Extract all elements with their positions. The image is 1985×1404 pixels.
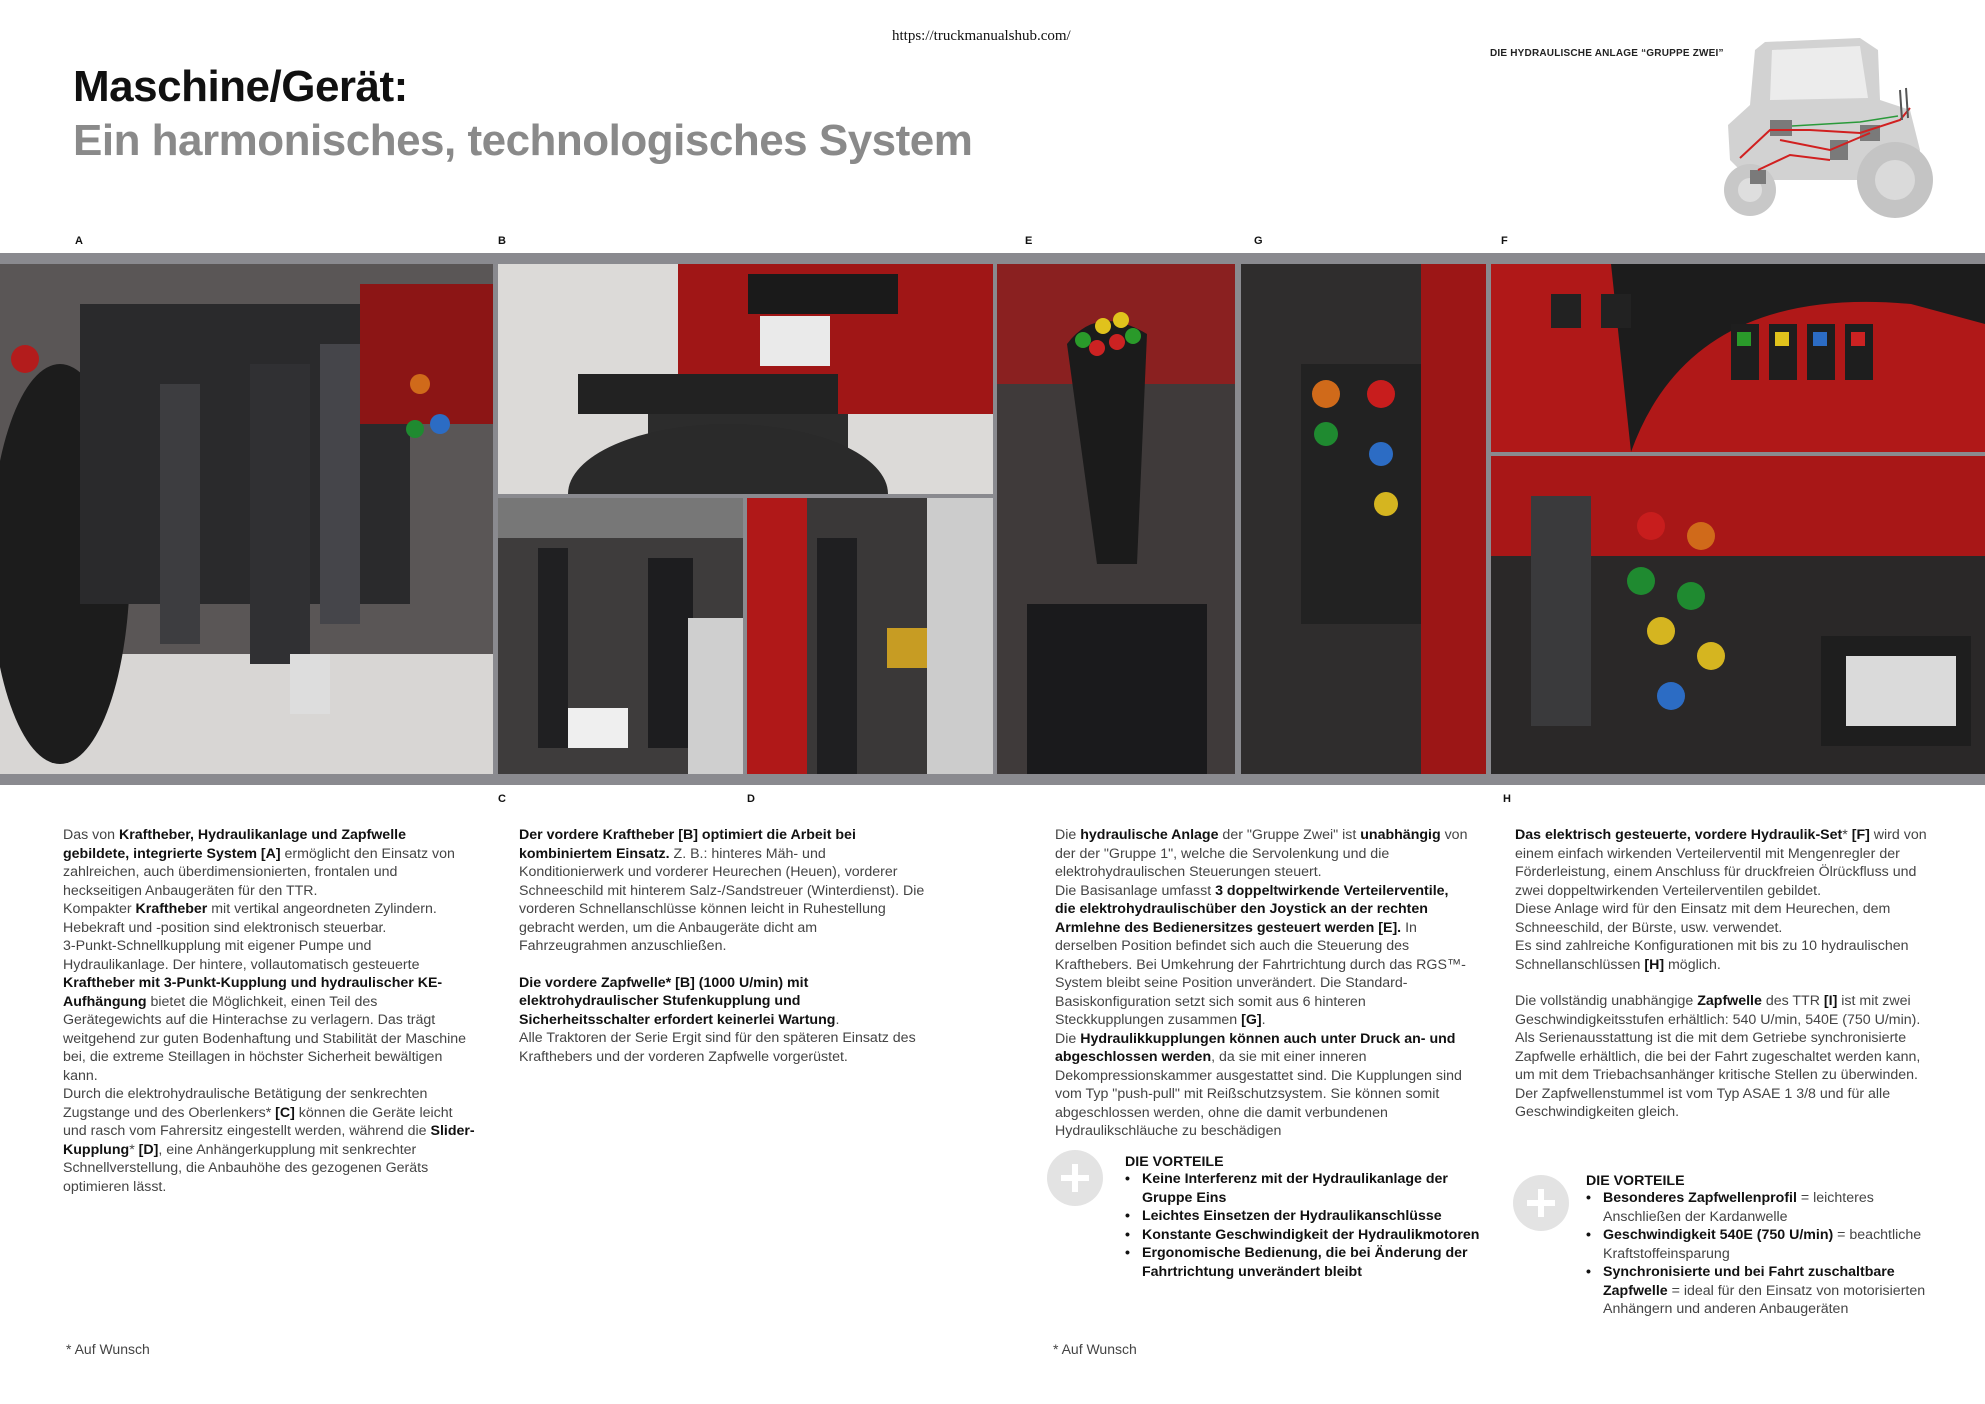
advantages-list: [1586, 1189, 1936, 1319]
text-run: Leichtes Einsetzen der Hydraulikanschlüsse: [1142, 1208, 1442, 1224]
photo-label-d: D: [747, 793, 755, 805]
paragraph-gap: [519, 956, 929, 974]
text-run: Geschwindigkeit 540E (750 U/min): [1603, 1227, 1834, 1243]
text-run: wird von einem einfach wirkenden Verteilerventil mit Mengenregler der Förderleistung, einem Anschluss für druckfreien Ölrückfluss und zwei doppeltwirkenden Verteilerventilen gebildet.: [1515, 827, 1927, 899]
text-run: Ergonomische Bedienung, die bei Änderung der Fahrtrichtung unverändert bleibt: [1142, 1245, 1468, 1280]
text-run: Z. B.: hinteres Mäh- und Konditionierwerk und vorderer Heurechen (Heuen), vorderer Schneeschild mit hinterem Salz-/Sandstreuer (Winterdienst). Die vorderen Schnellanschlüsse können leicht in Ruhestellung gebracht werden, um die Anbaugeräte dicht am Fahrzeugrahmen anzuschließen.: [519, 845, 925, 954]
photo-g-rear-couplings: [1241, 264, 1486, 774]
text-run: *: [129, 1141, 139, 1158]
text-run: In derselben Position befindet sich auch die Steuerung des Krafthebers. Bei Umkehrung der Fahrtrichtung durch das RGS™-System bleibt seine Position unverändert. Die Standard-Basiskonfiguration setzt sich somit aus 6 hinteren Steckkupplungen zusammen: [1055, 919, 1466, 1028]
photo-label-a: A: [75, 235, 83, 247]
photo-label-c: C: [498, 793, 506, 805]
paragraph: [519, 974, 929, 1030]
text-run: bietet die Möglichkeit, einen Teil des Gerätegewichts auf die Hinterachse zu verlagern. Das trägt weitgehend zur guten Bodenhaftung und Stabilität der Maschine bei, die extreme Steillagen in höchster Sicherheit bewältigen kann.: [63, 993, 467, 1084]
text-run: möglich.: [1664, 956, 1721, 973]
text-run: = beachtliche Kraftstoffeinsparung: [1603, 1227, 1922, 1262]
advantages-box-pto: [1586, 1173, 1936, 1319]
text-run: Kraftheber, Hydraulikanlage und Zapfwelle gebildete, integrierte System [A]: [63, 827, 406, 862]
text-run: Diese Anlage wird für den Einsatz mit dem Heurechen, dem Schneeschild, der Bürste, usw. verwendet.: [1515, 901, 1891, 936]
text-run: [D]: [138, 1141, 159, 1158]
text-run: Durch die elektrohydraulische Betätigung der senkrechten Zugstange und des Oberlenkers*: [63, 1086, 428, 1121]
text-run: Synchronisierte und bei Fahrt zuschaltbare Zapfwelle: [1603, 1264, 1895, 1299]
text-run: Es sind zahlreiche Konfigurationen mit bis zu 10 hydraulischen Schnellanschlüssen: [1515, 938, 1909, 973]
photo-b-front-lift: [498, 264, 993, 494]
photo-d-slider-hitch: [747, 498, 993, 774]
text-run: der "Gruppe Zwei" ist: [1218, 827, 1361, 843]
text-run: [F]: [1851, 827, 1870, 843]
text-run: [C]: [275, 1104, 295, 1121]
text-run: Alle Traktoren der Serie Ergit sind für den späteren Einsatz des Krafthebers und der vorderen Zapfwelle vorgerüstet.: [519, 1030, 916, 1065]
text-run: mit vertikal angeordneten Zylindern.: [207, 901, 437, 917]
paragraph: [63, 826, 475, 900]
text-run: Die Basisanlage umfasst: [1055, 882, 1216, 899]
advantages-list: [1125, 1170, 1485, 1281]
paragraph: [63, 919, 475, 938]
text-column-3: [1055, 826, 1471, 1141]
paragraph: [1515, 826, 1935, 900]
paragraph: [1515, 937, 1935, 974]
text-run: Der vordere Kraftheber [B] optimiert die Arbeit bei kombiniertem Einsatz.: [519, 827, 856, 862]
text-column-4: [1515, 826, 1935, 1122]
text-run: [I]: [1823, 993, 1838, 1009]
text-run: Das von: [63, 827, 119, 843]
advantage-item: [1142, 1170, 1485, 1207]
page-title: Maschine/Gerät:: [73, 62, 408, 111]
text-run: Das elektrisch gesteuerte, vordere Hydraulik-Set: [1515, 827, 1843, 843]
paragraph: [1055, 882, 1471, 1030]
photo-label-e: E: [1025, 235, 1033, 247]
text-run: , eine Anhängerkupplung mit senkrechter Schnellverstellung, die Anbauhöhe des gezogenen Geräts optimieren lässt.: [63, 1141, 429, 1195]
text-run: ermöglicht den Einsatz von zahlreichen, auch überdimensionierten, frontalen und heckseitigen Anbaugeräten für den TTR.: [63, 845, 455, 899]
advantage-item: [1603, 1226, 1936, 1263]
source-url: https://truckmanualshub.com/: [892, 28, 1071, 44]
text-run: Hebekraft und -position sind elektronisch steuerbar.: [63, 919, 387, 936]
paragraph: [63, 1085, 475, 1196]
text-run: ist mit zwei Geschwindigkeitsstufen erhältlich: 540 U/min, 540E (750 U/min).: [1515, 993, 1921, 1028]
text-run: Kompakter: [63, 901, 136, 917]
advantage-item: [1603, 1189, 1936, 1226]
plus-icon: [1047, 1150, 1103, 1206]
text-run: Die vollständig unabhängige: [1515, 993, 1698, 1009]
advantage-item: [1142, 1226, 1485, 1245]
paragraph: [63, 937, 475, 1085]
photo-label-f: F: [1501, 235, 1508, 247]
text-run: des TTR: [1761, 993, 1824, 1009]
text-run: 3-Punkt-Schnellkupplung mit eigener Pumpe und Hydraulikanlage. Der hintere, vollautomatisch gesteuerte: [63, 938, 420, 973]
text-run: Hydraulikkupplungen können auch unter Druck an- und abgeschlossen werden: [1055, 1030, 1456, 1065]
paragraph: [63, 900, 475, 919]
text-column-1: [63, 826, 475, 1196]
paragraph: [1515, 1029, 1935, 1122]
paragraph: [519, 1029, 929, 1066]
text-run: Keine Interferenz mit der Hydraulikanlage der Gruppe Eins: [1142, 1171, 1448, 1206]
text-run: *: [1842, 827, 1852, 843]
advantages-title: DIE VORTEILE: [1586, 1173, 1685, 1189]
text-run: .: [1261, 1012, 1266, 1028]
text-run: [H]: [1644, 956, 1665, 973]
text-run: Kraftheber: [135, 901, 208, 917]
plus-icon: [1513, 1175, 1569, 1231]
photo-label-b: B: [498, 235, 506, 247]
text-run: können die Geräte leicht und rasch vom Fahrersitz eingestellt werden, während die: [63, 1104, 453, 1139]
paragraph: [1055, 1030, 1471, 1141]
advantage-item: [1142, 1207, 1485, 1226]
text-run: Slider-Kupplung: [63, 1123, 475, 1158]
photo-h-front-hydraulics: [1491, 456, 1985, 774]
photo-f-switch-panel: [1491, 264, 1985, 452]
advantages-box-hydraulics: [1125, 1154, 1485, 1281]
text-run: hydraulische Anlage: [1080, 827, 1219, 843]
text-run: = leichteres Anschließen der Kardanwelle: [1603, 1190, 1874, 1225]
text-run: von der der "Gruppe 1", welche die Servolenkung und die elektrohydraulischen Steuerungen steuert.: [1055, 827, 1468, 880]
text-run: [G]: [1241, 1012, 1262, 1028]
paragraph: [519, 826, 929, 956]
text-run: 3 doppeltwirkende Verteilerventile, die elektrohydraulischüber den Joystick an der rechten Armlehne des Bedienersitzes gesteuert werden [E].: [1055, 882, 1449, 936]
footnote: * Auf Wunsch: [66, 1341, 150, 1357]
advantage-item: [1142, 1244, 1485, 1281]
text-run: , da sie mit einer inneren Dekompressionskammer ausgestattet sind. Die Kupplungen sind vom Typ "push-pull" mit Reißschutzsystem. Sie können somit abgeschlossen werden, ohne die damit verbundenen Hydraulikschläuche zu beschädigen: [1055, 1049, 1462, 1139]
text-run: Die: [1055, 827, 1081, 843]
page-subtitle: Ein harmonisches, technologisches System: [73, 116, 973, 165]
photo-label-h: H: [1503, 793, 1511, 805]
paragraph: [1515, 900, 1935, 937]
paragraph: [1515, 992, 1935, 1029]
advantage-item: [1603, 1263, 1936, 1319]
photo-e-joystick: [997, 264, 1235, 774]
paragraph: [1055, 826, 1471, 882]
text-run: Besonderes Zapfwellenprofil: [1603, 1190, 1797, 1206]
tractor-diagram: [1710, 30, 1935, 230]
text-run: Als Serienausstattung ist die mit dem Getriebe synchronisierte Zapfwelle erhältlich, die bei der Fahrt zugeschaltet werden kann, um mit dem Triebachsanhänger kritische Stellen zu überwinden. Der Zapfwellenstummel ist vom Typ ASAE 1 3/8 und für alle Geschwindigkeiten gleich.: [1515, 1030, 1921, 1120]
text-run: Kraftheber mit 3-Punkt-Kupplung und hydraulischer KE-Aufhängung: [63, 975, 443, 1010]
photo-c-top-link: [498, 498, 743, 774]
text-run: .: [835, 1011, 840, 1028]
text-column-2: [519, 826, 929, 1066]
paragraph-gap: [1515, 974, 1935, 992]
text-run: unabhängig: [1360, 827, 1441, 843]
advantages-title: DIE VORTEILE: [1125, 1154, 1224, 1170]
section-label: DIE HYDRAULISCHE ANLAGE “GRUPPE ZWEI”: [1490, 48, 1724, 59]
text-run: Zapfwelle: [1697, 993, 1762, 1009]
text-run: Die vordere Zapfwelle* [B] (1000 U/min) mit elektrohydraulischer Stufenkupplung und Sicherheitsschalter erfordert keinerlei Wartung: [519, 974, 836, 1028]
text-run: Die: [1055, 1030, 1081, 1047]
text-run: Konstante Geschwindigkeit der Hydraulikmotoren: [1142, 1226, 1480, 1243]
photo-a-rear-lift: [0, 264, 493, 774]
photo-label-g: G: [1254, 235, 1263, 247]
text-run: = ideal für den Einsatz von motorisierten Anhängern und anderen Anbaugeräten: [1603, 1282, 1926, 1317]
footnote: * Auf Wunsch: [1053, 1341, 1137, 1357]
